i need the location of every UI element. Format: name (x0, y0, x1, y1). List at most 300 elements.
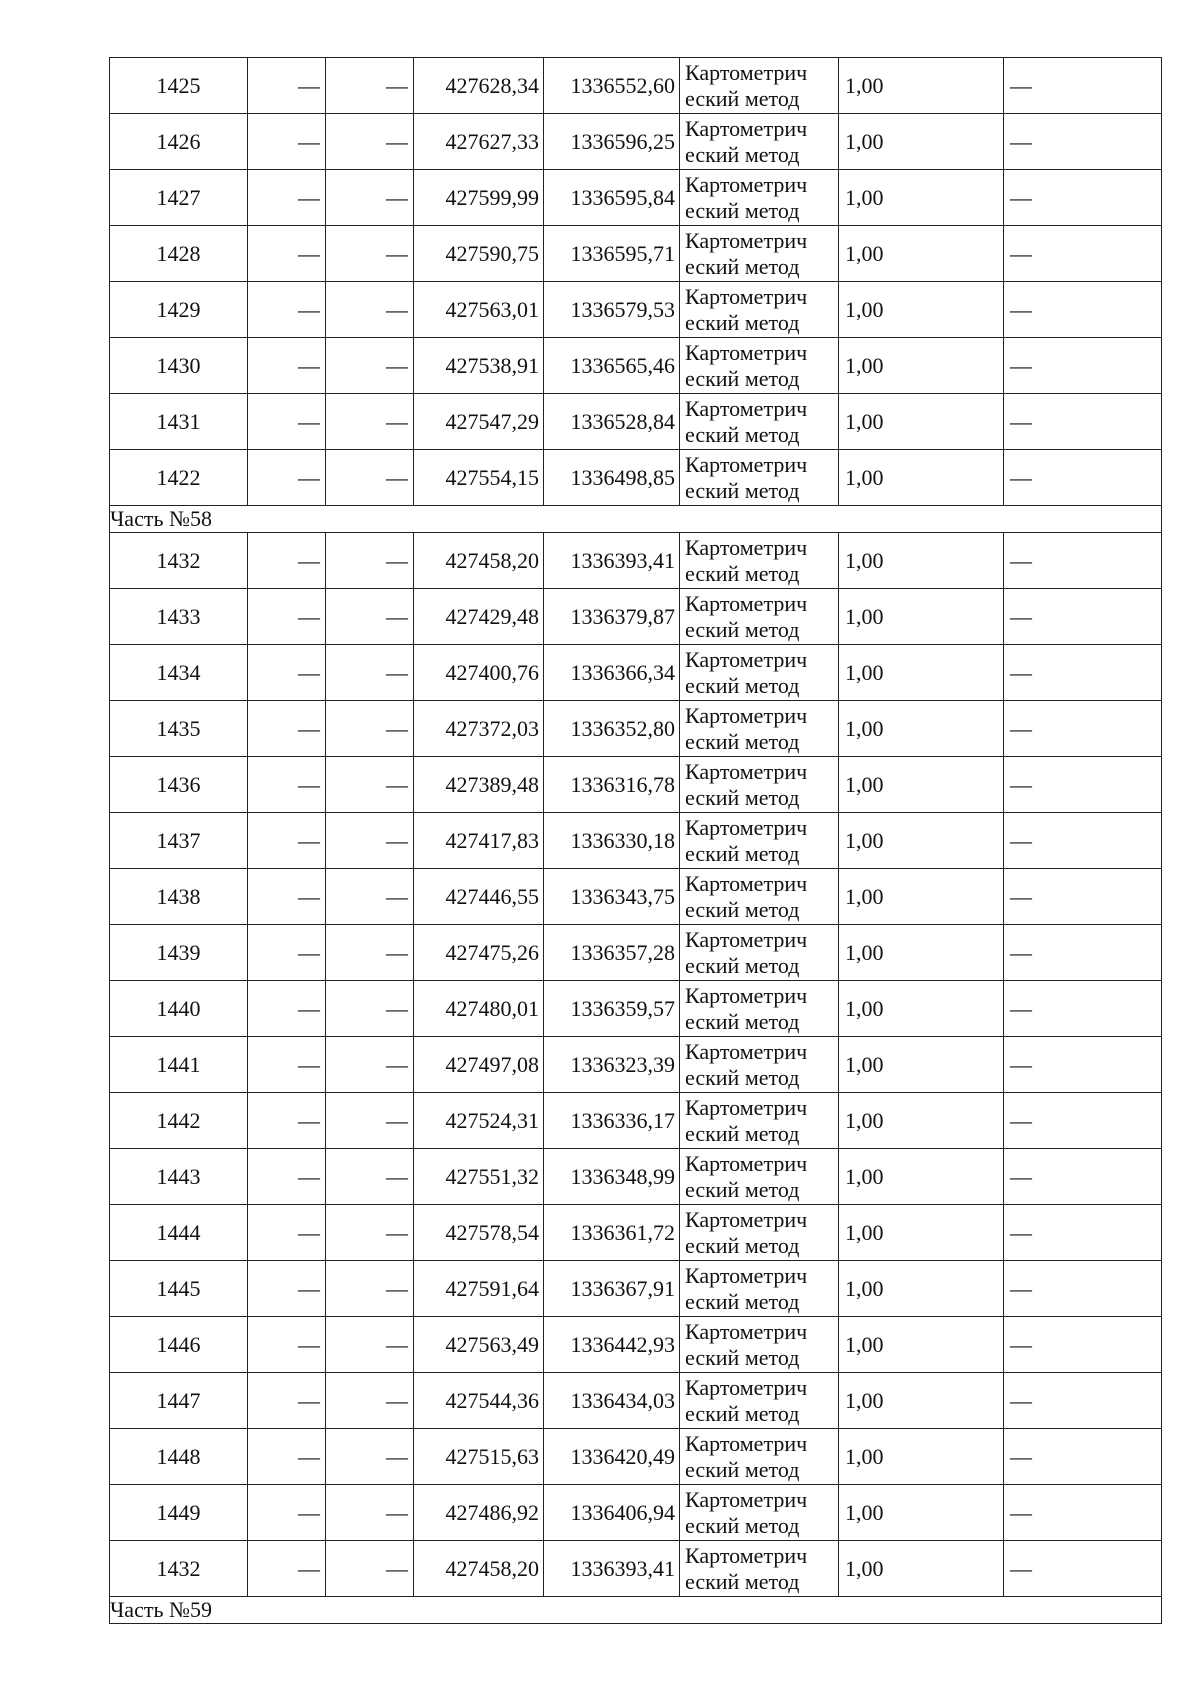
method-line-2: еский метод (685, 1400, 800, 1426)
description-cell: — (1004, 1541, 1162, 1597)
table-row (110, 394, 1162, 450)
method-line-2: еский метод (685, 616, 800, 642)
method-line-2: еский метод (685, 1456, 800, 1482)
old-x-cell: — (248, 282, 326, 338)
method-cell (680, 869, 839, 925)
method-line-1: Картометрич (685, 758, 808, 784)
old-x-cell: — (248, 1261, 326, 1317)
old-x-cell: — (248, 925, 326, 981)
description-cell: — (1004, 450, 1162, 506)
point-number: 1449 (110, 1485, 248, 1541)
method-line-1: Картометрич (685, 171, 808, 197)
old-x-cell: — (248, 450, 326, 506)
y-coordinate: 1336406,94 (544, 1485, 680, 1541)
description-cell: — (1004, 394, 1162, 450)
x-coordinate: 427486,92 (414, 1485, 544, 1541)
old-x-cell: — (248, 1037, 326, 1093)
description-cell: — (1004, 1485, 1162, 1541)
method-line-2: еский метод (685, 421, 800, 447)
method-line-1: Картометрич (685, 1486, 808, 1512)
table-row (110, 1541, 1162, 1597)
y-coordinate: 1336357,28 (544, 925, 680, 981)
x-coordinate: 427372,03 (414, 701, 544, 757)
point-number: 1426 (110, 114, 248, 170)
y-coordinate: 1336595,71 (544, 226, 680, 282)
method-line-1: Картометрич (685, 1374, 808, 1400)
x-coordinate: 427563,49 (414, 1317, 544, 1373)
old-x-cell: — (248, 1541, 326, 1597)
method-line-1: Картометрич (685, 339, 808, 365)
point-number: 1436 (110, 757, 248, 813)
point-number: 1432 (110, 1541, 248, 1597)
old-y-cell: — (326, 701, 414, 757)
accuracy-cell: 1,00 (839, 701, 1004, 757)
y-coordinate: 1336379,87 (544, 589, 680, 645)
point-number: 1430 (110, 338, 248, 394)
method-cell (680, 394, 839, 450)
method-line-1: Картометрич (685, 451, 808, 477)
old-y-cell: — (326, 226, 414, 282)
point-number: 1439 (110, 925, 248, 981)
point-number: 1443 (110, 1149, 248, 1205)
method-line-2: еский метод (685, 1344, 800, 1370)
accuracy-cell: 1,00 (839, 450, 1004, 506)
old-x-cell: — (248, 170, 326, 226)
table-row (110, 1093, 1162, 1149)
y-coordinate: 1336348,99 (544, 1149, 680, 1205)
description-cell: — (1004, 58, 1162, 114)
table-row (110, 1149, 1162, 1205)
table-row (110, 114, 1162, 170)
method-cell (680, 1261, 839, 1317)
y-coordinate: 1336595,84 (544, 170, 680, 226)
description-cell: — (1004, 981, 1162, 1037)
point-number: 1444 (110, 1205, 248, 1261)
description-cell: — (1004, 1093, 1162, 1149)
point-number: 1437 (110, 813, 248, 869)
old-x-cell: — (248, 1205, 326, 1261)
description-cell: — (1004, 1149, 1162, 1205)
x-coordinate: 427563,01 (414, 282, 544, 338)
description-cell: — (1004, 170, 1162, 226)
method-line-1: Картометрич (685, 814, 808, 840)
accuracy-cell: 1,00 (839, 1037, 1004, 1093)
method-line-2: еский метод (685, 840, 800, 866)
method-line-2: еский метод (685, 365, 800, 391)
old-y-cell: — (326, 1149, 414, 1205)
old-x-cell: — (248, 226, 326, 282)
description-cell: — (1004, 1317, 1162, 1373)
method-line-2: еский метод (685, 1232, 800, 1258)
old-x-cell: — (248, 757, 326, 813)
table-row (110, 1429, 1162, 1485)
point-number: 1445 (110, 1261, 248, 1317)
method-line-1: Картометрич (685, 926, 808, 952)
method-cell (680, 170, 839, 226)
x-coordinate: 427429,48 (414, 589, 544, 645)
old-y-cell: — (326, 645, 414, 701)
x-coordinate: 427547,29 (414, 394, 544, 450)
accuracy-cell: 1,00 (839, 282, 1004, 338)
method-line-2: еский метод (685, 952, 800, 978)
method-line-1: Картометрич (685, 227, 808, 253)
method-line-2: еский метод (685, 1120, 800, 1146)
table-row (110, 226, 1162, 282)
accuracy-cell: 1,00 (839, 1205, 1004, 1261)
old-y-cell: — (326, 533, 414, 589)
accuracy-cell: 1,00 (839, 114, 1004, 170)
description-cell: — (1004, 226, 1162, 282)
old-x-cell: — (248, 533, 326, 589)
accuracy-cell: 1,00 (839, 1429, 1004, 1485)
point-number: 1432 (110, 533, 248, 589)
method-cell (680, 1373, 839, 1429)
description-cell: — (1004, 589, 1162, 645)
accuracy-cell: 1,00 (839, 1093, 1004, 1149)
point-number: 1427 (110, 170, 248, 226)
y-coordinate: 1336420,49 (544, 1429, 680, 1485)
x-coordinate: 427578,54 (414, 1205, 544, 1261)
old-y-cell: — (326, 170, 414, 226)
table-row (110, 282, 1162, 338)
y-coordinate: 1336316,78 (544, 757, 680, 813)
old-y-cell: — (326, 589, 414, 645)
accuracy-cell: 1,00 (839, 1149, 1004, 1205)
table-row (110, 170, 1162, 226)
method-line-2: еский метод (685, 309, 800, 335)
old-y-cell: — (326, 981, 414, 1037)
description-cell: — (1004, 1205, 1162, 1261)
accuracy-cell: 1,00 (839, 1373, 1004, 1429)
y-coordinate: 1336498,85 (544, 450, 680, 506)
y-coordinate: 1336361,72 (544, 1205, 680, 1261)
accuracy-cell: 1,00 (839, 757, 1004, 813)
old-x-cell: — (248, 1429, 326, 1485)
old-x-cell: — (248, 1317, 326, 1373)
y-coordinate: 1336367,91 (544, 1261, 680, 1317)
accuracy-cell: 1,00 (839, 1317, 1004, 1373)
point-number: 1446 (110, 1317, 248, 1373)
method-cell (680, 338, 839, 394)
method-line-1: Картометрич (685, 590, 808, 616)
y-coordinate: 1336565,46 (544, 338, 680, 394)
y-coordinate: 1336336,17 (544, 1093, 680, 1149)
method-line-1: Картометрич (685, 534, 808, 560)
table-row (110, 981, 1162, 1037)
point-number: 1429 (110, 282, 248, 338)
method-cell (680, 1541, 839, 1597)
method-cell (680, 114, 839, 170)
accuracy-cell: 1,00 (839, 338, 1004, 394)
method-line-2: еский метод (685, 672, 800, 698)
accuracy-cell: 1,00 (839, 58, 1004, 114)
old-y-cell: — (326, 394, 414, 450)
table-row (110, 338, 1162, 394)
old-x-cell: — (248, 645, 326, 701)
method-line-1: Картометрич (685, 870, 808, 896)
old-y-cell: — (326, 925, 414, 981)
description-cell: — (1004, 757, 1162, 813)
method-line-2: еский метод (685, 1288, 800, 1314)
y-coordinate: 1336579,53 (544, 282, 680, 338)
description-cell: — (1004, 645, 1162, 701)
x-coordinate: 427544,36 (414, 1373, 544, 1429)
old-y-cell: — (326, 1261, 414, 1317)
method-line-2: еский метод (685, 1008, 800, 1034)
old-x-cell: — (248, 813, 326, 869)
old-x-cell: — (248, 394, 326, 450)
method-line-2: еский метод (685, 1064, 800, 1090)
method-line-1: Картометрич (685, 982, 808, 1008)
table-row (110, 1037, 1162, 1093)
method-line-2: еский метод (685, 1512, 800, 1538)
old-x-cell: — (248, 1485, 326, 1541)
old-y-cell: — (326, 282, 414, 338)
description-cell: — (1004, 925, 1162, 981)
description-cell: — (1004, 282, 1162, 338)
old-y-cell: — (326, 1037, 414, 1093)
part-heading-row (110, 1597, 1162, 1624)
method-line-2: еский метод (685, 1176, 800, 1202)
method-line-1: Картометрич (685, 1542, 808, 1568)
accuracy-cell: 1,00 (839, 394, 1004, 450)
method-cell (680, 1317, 839, 1373)
point-number: 1431 (110, 394, 248, 450)
point-number: 1428 (110, 226, 248, 282)
point-number: 1422 (110, 450, 248, 506)
method-line-2: еский метод (685, 477, 800, 503)
old-y-cell: — (326, 1541, 414, 1597)
x-coordinate: 427389,48 (414, 757, 544, 813)
y-coordinate: 1336442,93 (544, 1317, 680, 1373)
old-y-cell: — (326, 757, 414, 813)
x-coordinate: 427497,08 (414, 1037, 544, 1093)
x-coordinate: 427515,63 (414, 1429, 544, 1485)
y-coordinate: 1336323,39 (544, 1037, 680, 1093)
part-heading-row (110, 506, 1162, 533)
point-number: 1438 (110, 869, 248, 925)
x-coordinate: 427475,26 (414, 925, 544, 981)
method-line-1: Картометрич (685, 395, 808, 421)
method-cell (680, 1093, 839, 1149)
method-cell (680, 589, 839, 645)
table-row (110, 1485, 1162, 1541)
accuracy-cell: 1,00 (839, 589, 1004, 645)
old-x-cell: — (248, 338, 326, 394)
method-line-2: еский метод (685, 784, 800, 810)
method-cell (680, 1037, 839, 1093)
method-line-1: Картометрич (685, 115, 808, 141)
table-row (110, 1317, 1162, 1373)
old-x-cell: — (248, 1373, 326, 1429)
table-row (110, 1261, 1162, 1317)
method-cell (680, 645, 839, 701)
description-cell: — (1004, 1429, 1162, 1485)
y-coordinate: 1336596,25 (544, 114, 680, 170)
table-row (110, 757, 1162, 813)
method-line-2: еский метод (685, 896, 800, 922)
accuracy-cell: 1,00 (839, 981, 1004, 1037)
method-line-1: Картометрич (685, 283, 808, 309)
x-coordinate: 427458,20 (414, 1541, 544, 1597)
old-x-cell: — (248, 1149, 326, 1205)
y-coordinate: 1336393,41 (544, 533, 680, 589)
method-cell (680, 925, 839, 981)
point-number: 1433 (110, 589, 248, 645)
y-coordinate: 1336552,60 (544, 58, 680, 114)
method-cell (680, 1429, 839, 1485)
old-y-cell: — (326, 58, 414, 114)
method-line-2: еский метод (685, 197, 800, 223)
x-coordinate: 427400,76 (414, 645, 544, 701)
description-cell: — (1004, 701, 1162, 757)
y-coordinate: 1336352,80 (544, 701, 680, 757)
table-row (110, 58, 1162, 114)
point-number: 1440 (110, 981, 248, 1037)
old-x-cell: — (248, 589, 326, 645)
method-line-1: Картометрич (685, 646, 808, 672)
point-number: 1447 (110, 1373, 248, 1429)
table-row (110, 813, 1162, 869)
y-coordinate: 1336330,18 (544, 813, 680, 869)
method-cell (680, 757, 839, 813)
description-cell: — (1004, 1261, 1162, 1317)
x-coordinate: 427458,20 (414, 533, 544, 589)
y-coordinate: 1336343,75 (544, 869, 680, 925)
method-line-1: Картометрич (685, 1206, 808, 1232)
table-row (110, 533, 1162, 589)
old-y-cell: — (326, 1485, 414, 1541)
x-coordinate: 427627,33 (414, 114, 544, 170)
description-cell: — (1004, 533, 1162, 589)
method-line-2: еский метод (685, 85, 800, 111)
table-row (110, 1205, 1162, 1261)
old-x-cell: — (248, 869, 326, 925)
x-coordinate: 427524,31 (414, 1093, 544, 1149)
description-cell: — (1004, 114, 1162, 170)
accuracy-cell: 1,00 (839, 925, 1004, 981)
old-y-cell: — (326, 450, 414, 506)
x-coordinate: 427417,83 (414, 813, 544, 869)
method-line-2: еский метод (685, 560, 800, 586)
accuracy-cell: 1,00 (839, 813, 1004, 869)
description-cell: — (1004, 813, 1162, 869)
point-number: 1425 (110, 58, 248, 114)
table-row (110, 450, 1162, 506)
description-cell: — (1004, 1373, 1162, 1429)
description-cell: — (1004, 869, 1162, 925)
x-coordinate: 427538,91 (414, 338, 544, 394)
method-cell (680, 450, 839, 506)
accuracy-cell: 1,00 (839, 645, 1004, 701)
method-line-1: Картометрич (685, 1262, 808, 1288)
table-row (110, 925, 1162, 981)
point-number: 1442 (110, 1093, 248, 1149)
method-cell (680, 1149, 839, 1205)
y-coordinate: 1336393,41 (544, 1541, 680, 1597)
accuracy-cell: 1,00 (839, 226, 1004, 282)
part-heading: Часть №58 (110, 506, 1162, 533)
accuracy-cell: 1,00 (839, 533, 1004, 589)
method-cell (680, 981, 839, 1037)
x-coordinate: 427554,15 (414, 450, 544, 506)
x-coordinate: 427480,01 (414, 981, 544, 1037)
old-y-cell: — (326, 114, 414, 170)
x-coordinate: 427446,55 (414, 869, 544, 925)
old-x-cell: — (248, 1093, 326, 1149)
accuracy-cell: 1,00 (839, 1485, 1004, 1541)
old-y-cell: — (326, 813, 414, 869)
table-row (110, 589, 1162, 645)
old-y-cell: — (326, 1373, 414, 1429)
method-line-1: Картометрич (685, 1094, 808, 1120)
method-cell (680, 1485, 839, 1541)
old-x-cell: — (248, 58, 326, 114)
old-y-cell: — (326, 869, 414, 925)
old-x-cell: — (248, 981, 326, 1037)
point-number: 1441 (110, 1037, 248, 1093)
method-line-1: Картометрич (685, 1150, 808, 1176)
method-cell (680, 813, 839, 869)
accuracy-cell: 1,00 (839, 170, 1004, 226)
method-line-1: Картометрич (685, 59, 808, 85)
method-line-1: Картометрич (685, 702, 808, 728)
y-coordinate: 1336528,84 (544, 394, 680, 450)
accuracy-cell: 1,00 (839, 1261, 1004, 1317)
table-row (110, 645, 1162, 701)
method-cell (680, 58, 839, 114)
method-line-2: еский метод (685, 253, 800, 279)
x-coordinate: 427599,99 (414, 170, 544, 226)
old-x-cell: — (248, 114, 326, 170)
accuracy-cell: 1,00 (839, 1541, 1004, 1597)
old-y-cell: — (326, 1429, 414, 1485)
x-coordinate: 427628,34 (414, 58, 544, 114)
method-line-1: Картометрич (685, 1430, 808, 1456)
old-x-cell: — (248, 701, 326, 757)
description-cell: — (1004, 338, 1162, 394)
table-row (110, 1373, 1162, 1429)
old-y-cell: — (326, 1205, 414, 1261)
y-coordinate: 1336434,03 (544, 1373, 680, 1429)
method-cell (680, 701, 839, 757)
table-row (110, 701, 1162, 757)
x-coordinate: 427551,32 (414, 1149, 544, 1205)
method-cell (680, 282, 839, 338)
method-cell (680, 226, 839, 282)
point-number: 1434 (110, 645, 248, 701)
table-row (110, 869, 1162, 925)
old-y-cell: — (326, 1317, 414, 1373)
accuracy-cell: 1,00 (839, 869, 1004, 925)
method-cell (680, 533, 839, 589)
y-coordinate: 1336366,34 (544, 645, 680, 701)
method-line-2: еский метод (685, 141, 800, 167)
old-y-cell: — (326, 338, 414, 394)
old-y-cell: — (326, 1093, 414, 1149)
part-heading: Часть №59 (110, 1597, 1162, 1624)
method-line-2: еский метод (685, 728, 800, 754)
method-line-1: Картометрич (685, 1318, 808, 1344)
point-number: 1448 (110, 1429, 248, 1485)
x-coordinate: 427590,75 (414, 226, 544, 282)
method-line-2: еский метод (685, 1568, 800, 1594)
method-cell (680, 1205, 839, 1261)
coordinates-table (109, 57, 1162, 1624)
y-coordinate: 1336359,57 (544, 981, 680, 1037)
method-line-1: Картометрич (685, 1038, 808, 1064)
point-number: 1435 (110, 701, 248, 757)
